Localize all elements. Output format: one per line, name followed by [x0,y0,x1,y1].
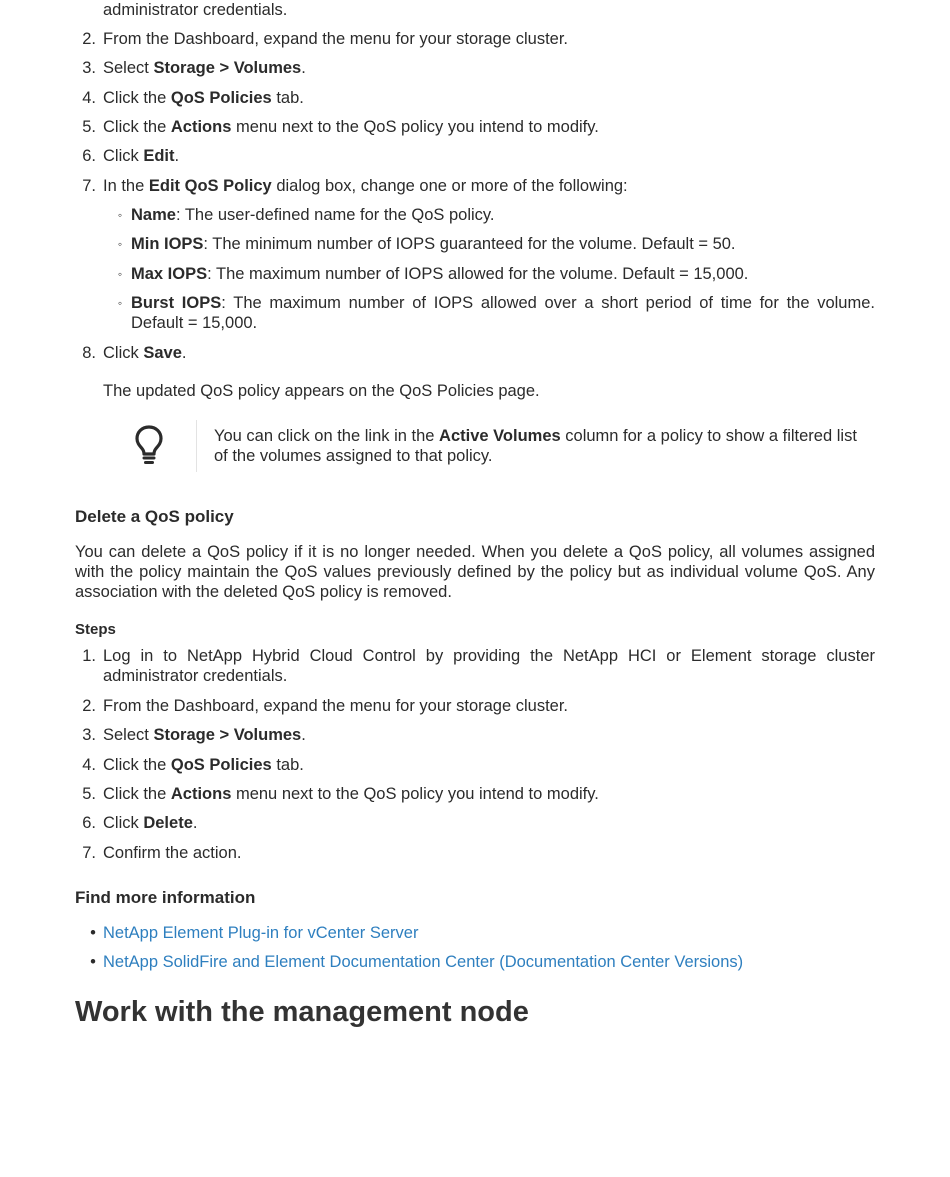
step-number: 5. [82,785,96,803]
sub-bullet: ◦ [117,237,123,251]
step-number: 6. [82,147,96,165]
step-number: 1. [82,647,96,665]
sub-bullet: ◦ [117,208,123,222]
step-result: The updated QoS policy appears on the QoS Policies page. [103,382,540,400]
step-text: Click Save. [103,344,187,362]
tip-divider [196,420,197,472]
step-text: Click Edit. [103,147,180,165]
step-number: 5. [82,118,96,136]
step-text: Click the Actions menu next to the QoS policy you intend to modify. [103,785,599,803]
sub-bullet: ◦ [117,296,123,310]
sub-item: Burst IOPS: The maximum number of IOPS allowed over a short period of time for the volume. Default = 15,000. [131,294,875,332]
step-number: 4. [82,89,96,107]
steps-heading: Steps [75,621,116,638]
more-info-link[interactable]: NetApp SolidFire and Element Documentation Center (Documentation Center Versions) [103,953,744,971]
step-number: 6. [82,814,96,832]
step-number: 7. [82,844,96,862]
step-text: From the Dashboard, expand the menu for your storage cluster. [103,697,568,715]
step-text: Select Storage > Volumes. [103,59,306,77]
sub-item: Min IOPS: The minimum number of IOPS guaranteed for the volume. Default = 50. [131,235,736,253]
step-text: Select Storage > Volumes. [103,726,306,744]
step-number: 2. [82,697,96,715]
step-number: 3. [82,726,96,744]
chapter-heading: Work with the management node [75,996,529,1028]
section-heading: Delete a QoS policy [75,507,234,526]
step-text: From the Dashboard, expand the menu for your storage cluster. [103,30,568,48]
step-text: Confirm the action. [103,844,242,862]
sub-item: Max IOPS: The maximum number of IOPS allowed for the volume. Default = 15,000. [131,265,749,283]
step-number: 2. [82,30,96,48]
step-text: Log in to NetApp Hybrid Cloud Control by providing the NetApp HCI or Element storage cluster administrator credentials. [103,647,875,685]
tip-text: You can click on the link in the Active Volumes column for a policy to show a filtered list of the volumes assigned to that policy. [214,427,857,465]
step-text: Click the QoS Policies tab. [103,89,304,107]
step-continuation: administrator credentials. [103,1,288,19]
sub-item: Name: The user-defined name for the QoS policy. [131,206,495,224]
section-intro: You can delete a QoS policy if it is no longer needed. When you delete a QoS policy, all volumes assigned with the policy maintain the QoS values previously defined by the policy but as individual volume QoS. Any association with the deleted QoS policy is removed. [75,543,875,601]
sub-bullet: ◦ [117,267,123,281]
step-text: In the Edit QoS Policy dialog box, change one or more of the following: [103,177,628,195]
step-text: Click the Actions menu next to the QoS policy you intend to modify. [103,118,599,136]
step-number: 8. [82,344,96,362]
step-text: Click the QoS Policies tab. [103,756,304,774]
step-number: 4. [82,756,96,774]
lightbulb-icon [133,424,165,466]
step-number: 3. [82,59,96,77]
step-text: Click Delete. [103,814,198,832]
link-bullet: • [90,924,96,942]
more-info-heading: Find more information [75,888,256,907]
link-bullet: • [90,953,96,971]
more-info-link[interactable]: NetApp Element Plug-in for vCenter Server [103,924,419,942]
step-number: 7. [82,177,96,195]
